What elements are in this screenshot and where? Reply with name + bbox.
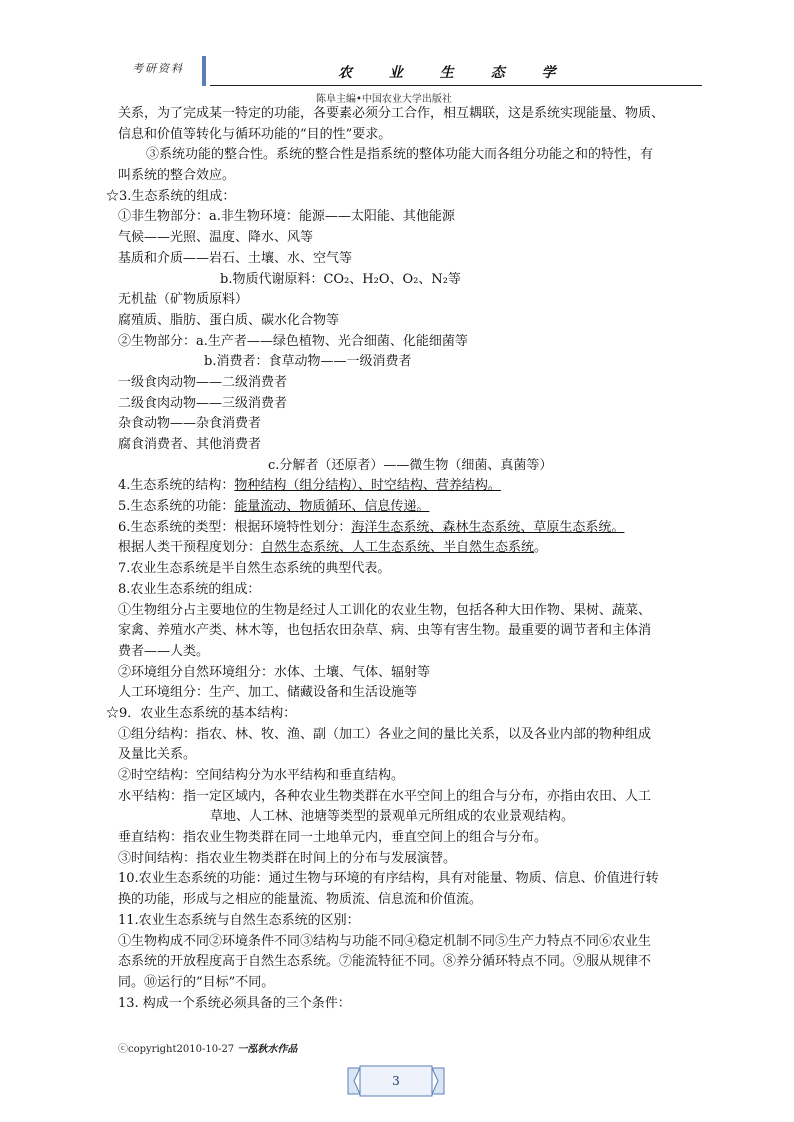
text-line [118,476,706,497]
line-text-tail: 。 [534,540,548,556]
text-line [118,994,706,1015]
text-line [118,932,706,953]
text-line [118,828,706,849]
text-line [118,456,706,477]
line-text: ☆3.生态系统的组成： [106,188,236,204]
text-line [118,352,706,373]
text-line [118,787,706,808]
footer-copyright: ⓒcopyright2010-10-27 [118,1044,235,1055]
header-divider [210,85,702,86]
text-line [118,766,706,787]
text-line [118,642,706,663]
line-text: ③系统功能的整合性。系统的整合性是指系统的整体功能大而各组分功能之和的特性，有 [146,147,654,163]
line-text: ②生物部分：a.生产者——绿色植物、光合细菌、化能细菌等 [118,333,468,349]
line-text: 杂食动物——杂食消费者 [118,416,262,432]
line-text: 11.农业生态系统与自然生态系统的区别： [118,912,360,928]
line-text: ③时间结构：指农业生物类群在时间上的分布与发展演替。 [118,850,457,866]
text-line [118,435,706,456]
underlined-text: 海洋生态系统、森林生态系统、草原生态系统。 [351,519,625,535]
line-text: 换的功能，形成与之相应的能量流、物质流、信息流和价值流。 [118,892,483,908]
line-text: 10.农业生态系统的功能：通过生物与环境的有序结构，具有对能量、物质、信息、价值进行转 [118,871,659,887]
line-text: ☆9．农业生态系统的基本结构： [106,705,297,721]
line-text: ①组分结构：指农、林、牧、渔、副（加工）各业之间的量比关系，以及各业内部的物种组成 [118,726,652,742]
text-line [118,621,706,642]
text-line [118,311,706,332]
header-subtitle: 陈阜主编•中国农业大学出版社 [316,94,452,105]
line-text: 8.农业生态系统的组成： [118,581,261,597]
line-text: 垂直结构：指农业生物类群在同一土地单元内，垂直空间上的组合与分布。 [118,830,548,846]
text-line [118,290,706,311]
line-text: 无机盐（矿物质原料） [118,292,249,308]
text-line [118,207,706,228]
line-text: ②环境组分自然环境组分：水体、土壤、气体、辐射等 [118,664,431,680]
text-line [118,580,706,601]
page-number: 3 [392,1074,400,1088]
line-text: 叫系统的整合效应。 [118,168,236,184]
document-body [106,104,706,1014]
text-line [118,663,706,684]
text-line [118,145,706,166]
text-line [118,228,706,249]
footer-signature: 一泓秋水作品 [237,1044,298,1055]
text-line [118,104,706,125]
text-line [106,704,694,725]
text-line [118,332,706,353]
text-line [118,890,706,911]
underlined-text: 自然生态系统、人工生态系统、半自然生态系统 [261,540,535,556]
header-accent-bar [202,56,206,86]
line-text: 气候——光照、温度、降水、风等 [118,230,314,246]
line-text: 腐殖质、脂肪、蛋白质、碳水化合物等 [118,312,340,328]
line-text: 水平结构：指一定区域内，各种农业生物类群在水平空间上的组合与分布，亦指由农田、人工 [118,788,652,804]
text-line [118,394,706,415]
text-line [118,745,706,766]
text-line [118,125,706,146]
text-line [118,518,706,539]
line-text: ②时空结构：空间结构分为水平结构和垂直结构。 [118,768,405,783]
line-text: c.分解者（还原者）——微生物（细菌、真菌等） [268,457,553,473]
text-line [118,683,706,704]
text-line [118,601,706,622]
line-text: 二级食肉动物——三级消费者 [118,395,288,411]
header-left-label: 考研资料 [132,62,184,75]
line-text: 基质和介质——岩石、土壤、水、空气等 [118,250,353,266]
line-text: ①非生物部分：a.非生物环境：能源——太阳能、其他能源 [118,209,455,225]
line-text: 同。⑩运行的“目标”不同。 [118,974,275,990]
line-text: 草地、人工林、池塘等类型的景观单元所组成的农业景观结构。 [210,809,575,825]
text-line [118,538,706,559]
line-text: 关系，为了完成某一特定的功能，各要素必须分工合作，相互耦联，这是系统实现能量、物质、 [118,106,665,121]
page-number-box [346,1064,446,1098]
text-line [118,725,706,746]
text-line [118,973,706,994]
line-text: 7.农业生态系统是半自然生态系统的典型代表。 [118,561,391,577]
line-text: b.物质代谢原料：CO₂、H₂O、O₂、N₂等 [220,271,461,287]
text-line [118,952,706,973]
line-text: ①生物构成不同②环境条件不同③结构与功能不同④稳定机制不同⑤生产力特点不同⑥农业生 [118,933,652,949]
line-text: 信息和价值等转化与循环功能的“目的性”要求。 [118,126,392,142]
text-line [118,249,706,270]
line-text: 及量比关系。 [118,747,197,763]
page-footer [118,1040,297,1055]
text-line [118,497,706,518]
page-header [118,50,702,90]
underlined-text: 物种结构（组分结构）、时空结构、营养结构。 [234,478,501,494]
text-line [118,166,706,187]
text-line [118,807,706,828]
text-line [118,414,706,435]
underlined-text: 能量流动、物质循环、信息传递。 [234,499,430,515]
line-text: 13. 构成一个系统必须具备的三个条件： [118,995,351,1011]
line-text: 态系统的开放程度高于自然生态系统。⑦能流特征不同。⑧养分循环特点不同。⑨服从规律不 [118,954,652,970]
text-line [118,911,706,932]
text-line [118,849,706,870]
line-text: 5.生态系统的功能： [118,499,235,515]
line-text: 腐食消费者、其他消费者 [118,437,262,452]
line-text: 人工环境组分：生产、加工、储藏设备和生活设施等 [118,685,418,701]
line-text: 家禽、养殖水产类、林木等，也包括农田杂草、病、虫等有害生物。最重要的调节者和主体消 [118,623,652,639]
line-text: 一级食肉动物——二级消费者 [118,374,288,390]
text-line [118,869,706,890]
line-text: 费者——人类。 [118,643,210,659]
text-line [118,270,706,291]
line-text: 4.生态系统的结构： [118,478,235,494]
text-line [106,187,694,208]
line-text: ①生物组分占主要地位的生物是经过人工训化的农业生物，包括各种大田作物、果树、蔬菜、 [118,602,652,618]
text-line [118,373,706,394]
text-line [118,559,706,580]
line-text: b.消费者：食草动物——一级消费者 [204,354,412,370]
header-title: 农 业 生 态 学 [338,65,572,81]
line-text: 6.生态系统的类型：根据环境特性划分： [118,519,352,535]
line-text: 根据人类干预程度划分： [118,540,262,556]
